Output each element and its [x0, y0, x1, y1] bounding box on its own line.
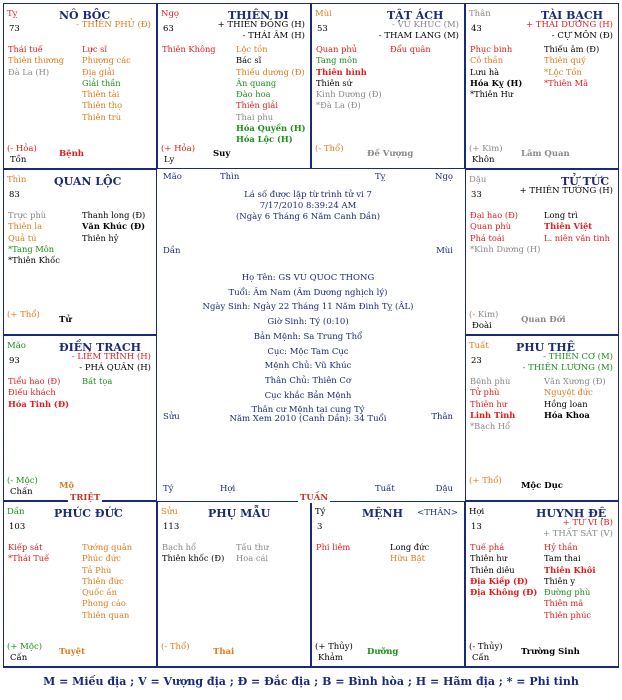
minor-star: Bạch hổ	[162, 542, 197, 552]
minor-stars-right	[236, 44, 306, 146]
main-stars	[520, 186, 613, 197]
minor-stars-left	[316, 44, 382, 112]
life-stage-label: Bệnh	[59, 149, 84, 159]
palace-cell	[157, 3, 311, 169]
corner-suu: Sửu	[163, 412, 180, 422]
trigram-label: Khảm	[318, 653, 343, 663]
info-than-cu: Thân cư Mệnh tại cung Tý	[251, 405, 365, 416]
minor-star: Đà La (H)	[8, 66, 50, 77]
minor-stars-right	[82, 542, 132, 621]
life-stage-label: Thai	[213, 647, 235, 657]
main-star: + THIÊN ĐỒNG (H)	[217, 20, 305, 30]
minor-star: Bát tọa	[82, 376, 113, 386]
minor-star: Thiên Không	[162, 44, 216, 54]
main-stars	[72, 352, 151, 374]
branch-label: Hợi	[469, 507, 485, 517]
minor-star: Phi liêm	[316, 542, 351, 552]
main-star: - THIÊN CƠ (M)	[543, 352, 613, 362]
center-panel	[155, 166, 461, 498]
minor-stars-left	[8, 44, 64, 78]
life-stage-label: Đế Vượng	[367, 149, 414, 159]
age-label: 63	[163, 24, 174, 34]
element-label: (- Thổ)	[315, 144, 344, 154]
trigram-label: Ly	[164, 155, 175, 165]
corner-hoi: Hợi	[220, 484, 236, 494]
minor-stars-left	[8, 542, 49, 565]
main-stars	[543, 518, 613, 540]
minor-star: Linh Tinh	[470, 409, 516, 420]
minor-star: *Lộc Tồn	[544, 66, 582, 77]
minor-stars-left	[8, 376, 69, 410]
trigram-label: Khôn	[472, 155, 495, 165]
minor-star: Thiên quan	[82, 609, 130, 620]
main-stars	[76, 20, 151, 31]
minor-star: Thiên la	[8, 221, 43, 232]
minor-star: Đào hoa	[236, 89, 271, 100]
minor-star: Địa Kiếp (Đ)	[470, 575, 529, 586]
palace-cell	[3, 335, 157, 501]
info-age: Tuổi: Âm Nam (Âm Dương nghịch lý)	[228, 287, 388, 298]
minor-star: Văn Khúc (Đ)	[82, 221, 146, 232]
minor-star: Thanh long (Đ)	[82, 210, 146, 220]
branch-label: Thìn	[7, 175, 27, 185]
branch-label: Dần	[7, 507, 25, 517]
minor-star: *Tang Môn	[8, 243, 55, 254]
than-tag: <THÂN>	[417, 508, 458, 518]
palace-cell	[465, 335, 619, 501]
minor-star: Hồng loan	[544, 398, 588, 409]
minor-star: Tấu thư	[236, 542, 269, 552]
minor-star: Hữu Bật	[390, 553, 425, 564]
minor-star: Thiên Khôi	[544, 564, 596, 575]
minor-star: *Thái Tuế	[8, 553, 50, 564]
minor-star: Tuế phá	[470, 542, 505, 552]
palace-cell	[465, 501, 619, 667]
minor-star: Điếu khách	[8, 387, 56, 398]
minor-star: Nguyệt đức	[544, 387, 593, 398]
palace-cell	[3, 501, 157, 667]
minor-star: Thiên Việt	[544, 221, 593, 232]
minor-star: Tả Phù	[82, 564, 112, 575]
minor-star: Phúc đức	[82, 553, 121, 564]
minor-star: Tiểu hao (Đ)	[8, 376, 61, 386]
minor-star: Bác sĩ	[236, 55, 262, 66]
palace-name: MỆNH	[362, 507, 404, 520]
minor-star: Trực phù	[8, 210, 47, 220]
palace-name: TÀI BẠCH	[541, 9, 604, 22]
minor-stars-left	[316, 542, 350, 553]
minor-stars-left	[8, 210, 60, 266]
minor-stars-left	[470, 210, 540, 255]
corner-dau: Dậu	[435, 484, 453, 494]
corner-than: Thân	[431, 412, 453, 422]
minor-star: Lộc tồn	[236, 44, 268, 54]
element-label: (+ Thổ)	[469, 476, 502, 486]
age-label: 103	[9, 522, 26, 532]
minor-stars-right	[544, 542, 596, 621]
main-star: + TỬ VI (B)	[562, 518, 613, 528]
main-star: + THIÊN TƯỚNG (H)	[519, 186, 613, 196]
minor-star: Hóa Tinh (Đ)	[8, 398, 70, 409]
palace-cell	[311, 3, 465, 169]
minor-star: Giải thần	[82, 77, 121, 88]
branch-label: Dậu	[469, 175, 487, 185]
element-label: (- Mộc)	[7, 476, 38, 486]
palace-name: TẬT ÁCH	[387, 9, 444, 22]
branch-label: Tuất	[469, 341, 489, 351]
branch-label: Tý	[315, 507, 326, 517]
main-star: + THÁI DƯƠNG (H)	[525, 20, 613, 30]
minor-stars-right	[82, 44, 131, 123]
palace-cell	[3, 169, 157, 335]
minor-star: Tam thai	[544, 553, 581, 564]
palace-name: TỬ TỨC	[561, 175, 610, 188]
minor-stars-left	[470, 376, 515, 432]
trigram-label: Chấn	[10, 487, 33, 497]
age-label: 93	[9, 356, 20, 366]
element-label: (- Thổ)	[161, 642, 190, 652]
minor-star: Kình Dương (Đ)	[316, 89, 382, 100]
minor-star: Thiên quý	[544, 55, 586, 66]
minor-star: Phá toái	[470, 232, 505, 243]
palace-cell	[465, 169, 619, 335]
palace-name: ĐIỀN TRẠCH	[59, 341, 142, 354]
element-label: (+ Mộc)	[7, 642, 43, 652]
branch-label: Mão	[7, 341, 26, 351]
minor-stars-left	[470, 542, 537, 598]
main-star: - THÁI ÂM (H)	[242, 31, 305, 41]
corner-thin: Thìn	[220, 172, 240, 182]
palace-name: QUAN LỘC	[54, 175, 122, 188]
life-stage-label: Suy	[213, 149, 231, 159]
minor-star: Thái tuế	[8, 44, 43, 54]
minor-star: Đại hao (Đ)	[470, 210, 519, 220]
minor-stars-left	[162, 542, 224, 565]
main-star: - THIÊN LƯƠNG (M)	[522, 363, 613, 373]
minor-star: *Kình Dương (H)	[470, 243, 541, 254]
main-star: - PHÁ QUÂN (H)	[79, 363, 151, 373]
minor-star: *Thiên Mã	[544, 77, 589, 88]
minor-star: Hóa Khoa	[544, 409, 590, 420]
minor-star: Đẩu quân	[390, 44, 431, 54]
minor-star: Thiên hỷ	[82, 232, 119, 243]
minor-stars-left	[162, 44, 216, 55]
life-stage-label: Lâm Quan	[521, 149, 570, 159]
minor-star: Thiên phúc	[544, 609, 592, 620]
minor-star: Bệnh phù	[470, 376, 511, 386]
minor-stars-right	[544, 210, 610, 244]
minor-star: Thiên khốc (Đ)	[162, 553, 225, 564]
minor-stars-right	[544, 376, 606, 421]
minor-star: Long đức	[390, 542, 430, 552]
minor-star: Phục binh	[470, 44, 513, 54]
palace-cell	[465, 3, 619, 169]
minor-star: Quan phù	[470, 221, 512, 232]
corner-dan: Dần	[163, 246, 181, 256]
minor-star: Thiên diêu	[470, 564, 515, 575]
element-label: (- Kim)	[469, 310, 499, 320]
life-stage-label: Mộ	[59, 481, 75, 491]
palace-name: PHÚC ĐỨC	[54, 507, 123, 520]
minor-star: Thiếu dương (Đ)	[236, 66, 305, 77]
minor-star: Hóa Lộc (H)	[236, 134, 293, 145]
branch-label: Ngọ	[161, 9, 179, 19]
minor-star: Thiên hình	[316, 66, 367, 77]
element-label: (+ Kim)	[469, 144, 503, 154]
corner-mui: Mùi	[436, 246, 453, 256]
info-birthhour: Giờ Sinh: Tý (0:10)	[267, 317, 349, 328]
minor-star: Cô thần	[470, 55, 504, 66]
life-stage-label: Tử	[59, 315, 72, 325]
legend: M = Miếu địa ; V = Vượng địa ; Đ = Đắc địa ; B = Bình hòa ; H = Hãm địa ; * = Phi tinh	[43, 675, 579, 688]
main-stars	[523, 352, 613, 374]
info-ban-menh: Bản Mệnh: Sa Trung Thổ	[253, 331, 363, 342]
minor-star: Tang môn	[316, 55, 358, 66]
branch-label: Thân	[469, 9, 491, 19]
minor-star: Thiên hư	[470, 398, 508, 409]
minor-star: Văn Xương (Đ)	[544, 376, 606, 386]
minor-stars-right	[82, 210, 145, 244]
minor-star: Phượng các	[82, 55, 131, 66]
age-label: 73	[9, 24, 20, 34]
minor-star: Hỷ thần	[544, 542, 578, 552]
minor-star: Quan phủ	[316, 44, 358, 54]
minor-star: Thiên y	[544, 575, 576, 586]
trigram-label: Cấn	[472, 653, 490, 663]
life-stage-label: Tuyệt	[59, 647, 85, 657]
corner-ty2: Tý	[163, 484, 174, 494]
minor-star: Kiếp sát	[8, 542, 43, 552]
minor-star: Địa giải	[82, 66, 115, 77]
minor-star: Long trì	[544, 210, 578, 220]
palace-cell	[157, 501, 311, 667]
minor-star: Ân quang	[236, 77, 277, 88]
info-cuc-khac: Cục khắc Bản Mệnh	[264, 390, 352, 401]
minor-star: Thiên giải	[236, 100, 278, 111]
main-stars	[379, 20, 459, 42]
age-label: 13	[471, 522, 482, 532]
header-line: 7/17/2010 8:39:24 AM	[259, 201, 357, 211]
chart-info	[155, 271, 461, 418]
minor-star: Thiên hư	[470, 553, 508, 564]
life-stage-label: Mộc Dục	[521, 481, 563, 491]
minor-star: *Đà La (Đ)	[316, 100, 361, 111]
age-label: 23	[471, 356, 482, 366]
element-label: (+ Thổ)	[7, 310, 40, 320]
main-star: - LIÊM TRINH (H)	[71, 352, 151, 362]
header-line: (Ngày 6 Tháng 6 Năm Canh Dần)	[235, 212, 381, 222]
minor-star: Thiên sứ	[316, 77, 353, 88]
age-label: 83	[9, 190, 20, 200]
minor-stars-right	[82, 376, 112, 387]
minor-star: Quốc ấn	[82, 587, 117, 598]
minor-star: Lưu hà	[470, 66, 500, 77]
minor-star: Đường phù	[544, 587, 591, 598]
palace-cell	[3, 3, 157, 169]
main-star: + THẤT SÁT (V)	[542, 529, 613, 539]
chart-header	[155, 190, 461, 223]
corner-ty: Tỵ	[375, 172, 386, 182]
triet-tag: TRIỆT	[70, 493, 101, 503]
info-cuc: Cục: Mộc Tam Cục	[267, 346, 349, 357]
minor-star: Thiên đức	[82, 575, 124, 586]
minor-star: Lực sĩ	[82, 44, 108, 54]
view-year: Năm Xem 2010 (Canh Dần): 34 Tuổi	[229, 414, 387, 424]
minor-star: *Bạch Hổ	[470, 421, 511, 432]
age-label: 33	[471, 190, 482, 200]
minor-star: Thai phụ	[236, 111, 274, 122]
minor-star: Thiên tài	[82, 89, 120, 100]
corner-ngo: Ngọ	[435, 172, 453, 182]
age-label: 53	[317, 24, 328, 34]
element-label: (+ Thủy)	[315, 642, 353, 652]
minor-stars-right	[390, 542, 429, 565]
main-star: - THAM LANG (M)	[378, 31, 459, 41]
info-menh-chu: Mệnh Chủ: Vũ Khúc	[264, 361, 352, 372]
corner-mao: Mão	[163, 172, 182, 182]
minor-star: Quả tú	[8, 232, 37, 243]
minor-star: *Thiên Hư	[470, 89, 514, 100]
age-label: 3	[317, 522, 323, 532]
age-label: 113	[163, 522, 180, 532]
main-stars	[526, 20, 613, 42]
minor-star: Thiên mã	[544, 598, 584, 609]
info-birthdate: Ngày Sinh: Ngày 22 Tháng 11 Năm Đinh Tỵ (ÂL)	[202, 302, 414, 313]
minor-star: Địa Không (Đ)	[470, 587, 538, 598]
palace-cell	[311, 501, 465, 667]
trigram-label: Cấn	[10, 653, 28, 663]
element-label: (- Hỏa)	[7, 144, 37, 154]
corner-tuat: Tuất	[375, 484, 395, 494]
palace-name: HUYNH ĐỆ	[536, 507, 607, 520]
minor-stars-right	[544, 44, 599, 89]
minor-star: Thiếu âm (Đ)	[544, 44, 600, 54]
minor-star: Tướng quân	[82, 542, 133, 552]
tuan-tag: TUẦN	[300, 493, 329, 503]
palace-name: PHU THÊ	[516, 341, 576, 354]
minor-stars-left	[470, 44, 522, 100]
minor-star: L. niên văn tinh	[544, 232, 610, 243]
main-star: - CỰ MÔN (Đ)	[551, 31, 613, 41]
life-stage-label: Dưỡng	[367, 647, 399, 657]
palace-name: THIÊN DI	[228, 9, 289, 22]
minor-star: Thiên thương	[8, 55, 65, 66]
minor-star: *Thiên Khốc	[8, 255, 60, 266]
minor-star: Tử phù	[470, 387, 500, 398]
trigram-label: Tồn	[10, 155, 27, 165]
branch-label: Tỵ	[7, 9, 18, 19]
minor-star: Hóa Kỵ (H)	[470, 77, 523, 88]
life-stage-label: Trường Sinh	[521, 647, 580, 657]
element-label: (+ Hỏa)	[161, 144, 196, 154]
element-label: (- Thủy)	[469, 642, 503, 652]
info-name: Họ Tên: GS VU QUOC THONG	[241, 273, 375, 283]
minor-star: Hóa Quyền (H)	[236, 123, 306, 134]
info-than-chu: Thân Chủ: Thiên Cơ	[264, 375, 352, 386]
header-line: Lá số được lập từ trình tử vi 7	[244, 190, 372, 200]
palace-name: PHỤ MẪU	[208, 507, 271, 520]
main-star: - VŨ KHÚC (M)	[391, 20, 459, 30]
minor-stars-right	[236, 542, 269, 565]
minor-star: Thiên thọ	[82, 100, 123, 111]
minor-star: Thiên trù	[82, 111, 122, 122]
branch-label: Mùi	[315, 9, 332, 19]
main-stars	[218, 20, 305, 42]
branch-label: Sửu	[161, 507, 178, 517]
minor-star: Phong cáo	[82, 598, 126, 609]
minor-star: Hoa cái	[236, 553, 269, 564]
age-label: 43	[471, 24, 482, 34]
trigram-label: Đoài	[472, 321, 492, 331]
main-star: - THIÊN PHỦ (Đ)	[76, 20, 151, 30]
life-stage-label: Quan Đới	[521, 315, 566, 325]
palace-name: NÔ BỘC	[59, 9, 111, 22]
minor-stars-right	[390, 44, 431, 55]
